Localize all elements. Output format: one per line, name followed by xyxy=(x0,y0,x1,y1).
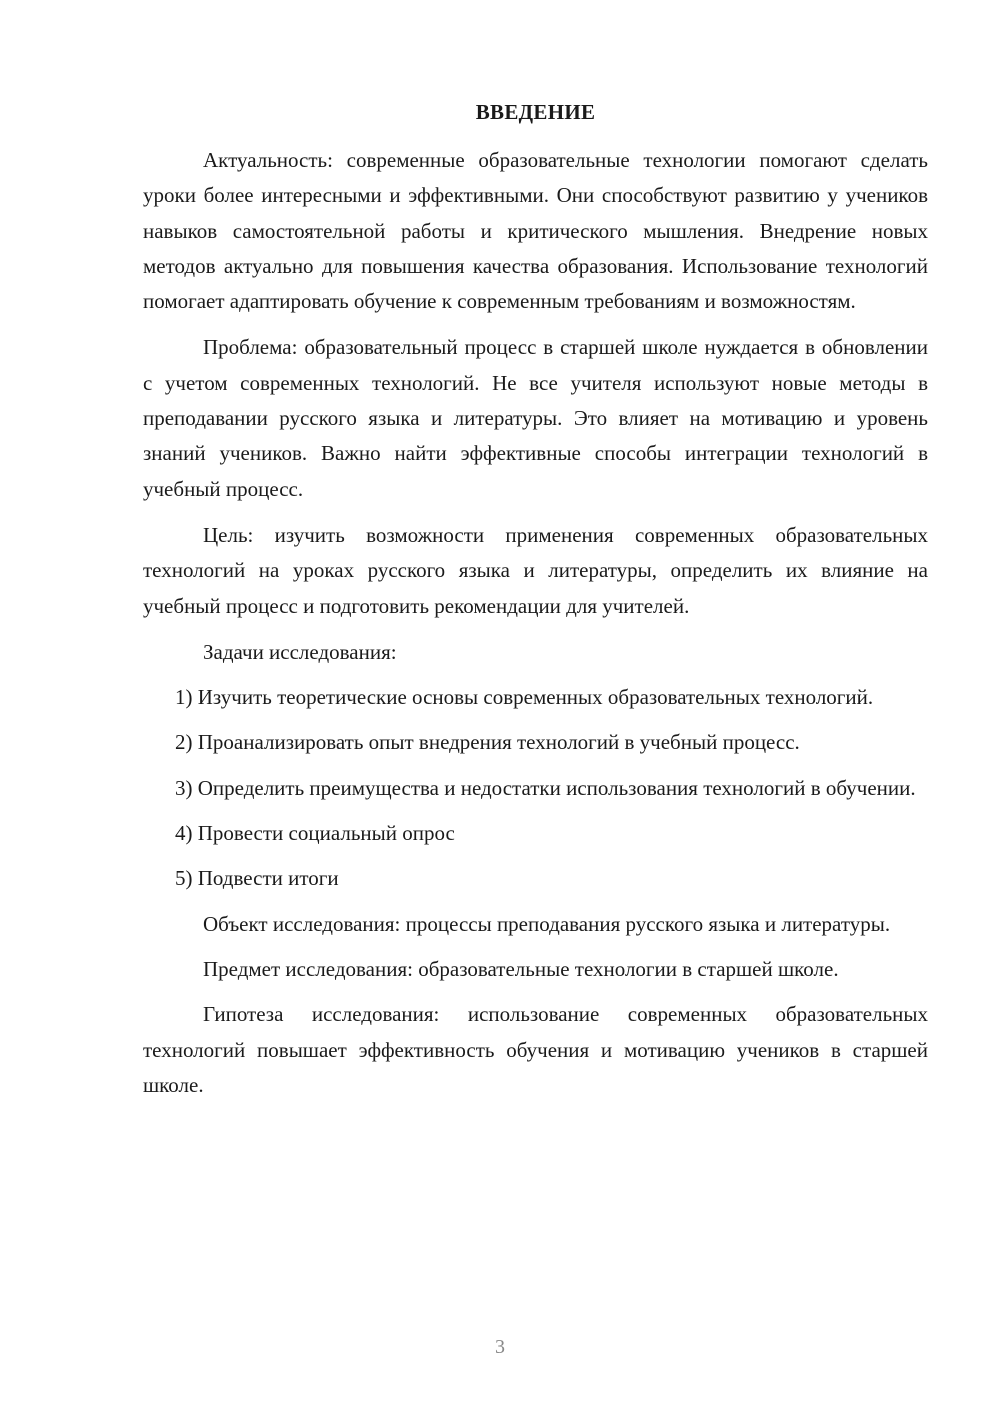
paragraph-problem: Проблема: образовательный процесс в старшей школе нуждается в обновлении с учетом современных технологий. Не все учителя используют новые методы в преподавании русского языка и литературы. Это влияет на мотивацию и уровень знаний учеников. Важно найти эффективные способы интеграции технологий в учебный процесс. xyxy=(143,335,928,501)
task-item-2: 2) Проанализировать опыт внедрения технологий в учебный процесс. xyxy=(175,730,800,755)
paragraph-hypothesis: Гипотеза исследования: использование современных образовательных технологий повышает эффективность обучения и мотивацию учеников в старшей школе. xyxy=(143,1002,928,1097)
paragraph-subject: Предмет исследования: образовательные технологии в старшей школе. xyxy=(203,956,839,981)
page-body xyxy=(143,96,928,1103)
paragraph-tasks-intro: Задачи исследования: xyxy=(203,639,397,664)
paragraph-goal: Цель: изучить возможности применения современных образовательных технологий на уроках русского языка и литературы, определить их влияние на учебный процесс и подготовить рекомендации для учителей. xyxy=(143,522,928,618)
page-number: 3 xyxy=(495,1336,505,1358)
task-item-3: 3) Определить преимущества и недостатки использования технологий в обучении. xyxy=(175,775,916,800)
section-heading: ВВЕДЕНИЕ xyxy=(475,100,596,124)
paragraph-object: Объект исследования: процессы преподавания русского языка и литературы. xyxy=(203,911,891,936)
paragraph-relevance: Актуальность: современные образовательные технологии помогают сделать уроки более интересными и эффективными. Они способствуют развитию у учеников навыков самостоятельной работы и критического мышления. Внедрение новых методов актуально для повышения качества образования. Использование технологий помогает адаптировать обучение к современным требованиям и возможностям. xyxy=(143,148,928,314)
task-item-5: 5) Подвести итоги xyxy=(175,866,339,891)
task-item-1: 1) Изучить теоретические основы современных образовательных технологий. xyxy=(175,685,874,710)
task-item-4: 4) Провести социальный опрос xyxy=(175,821,455,846)
